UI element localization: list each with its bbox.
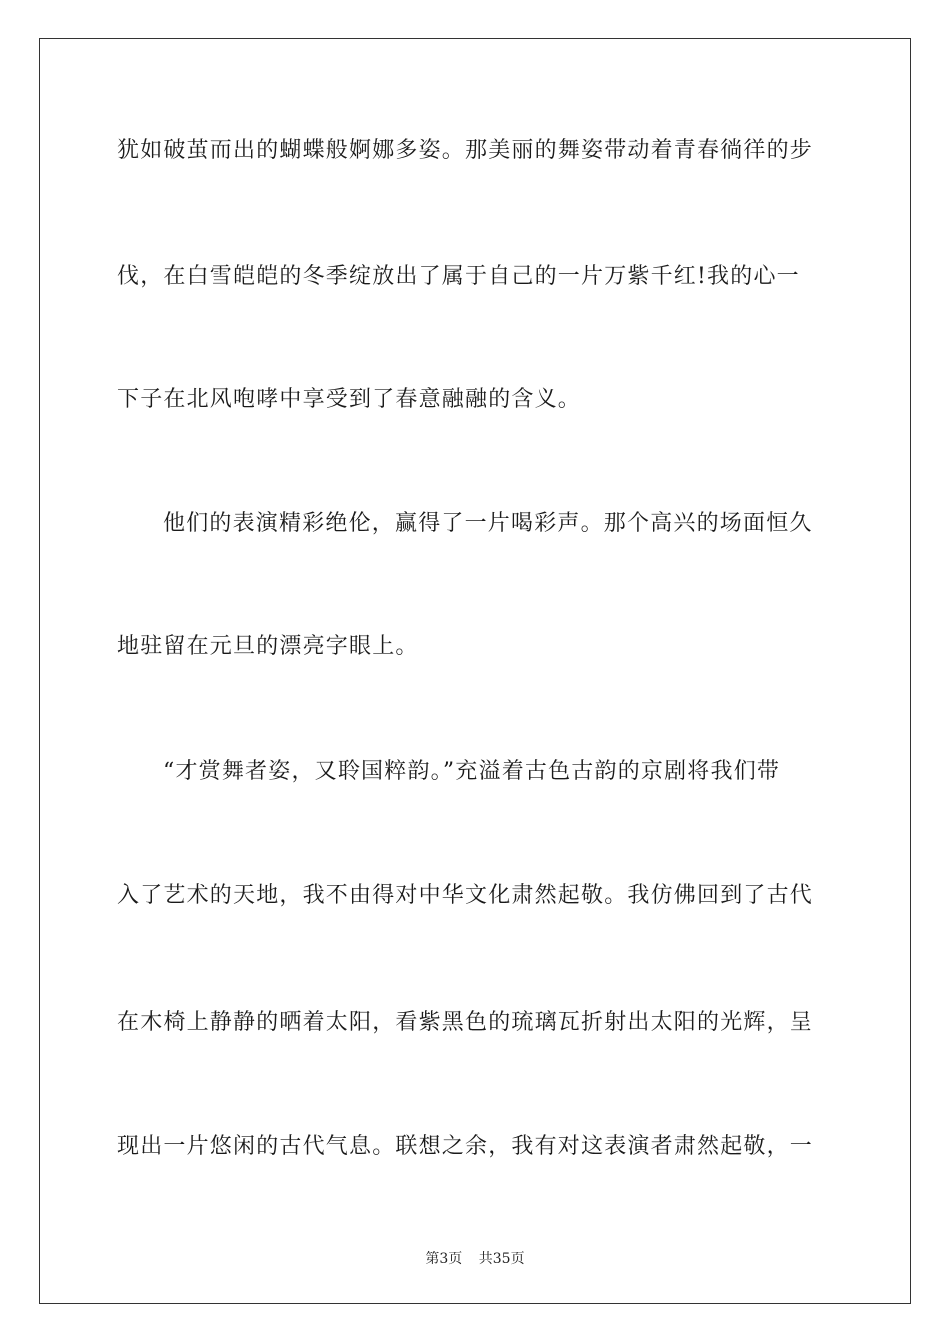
- page-border: [39, 38, 911, 1304]
- body-line-8: 在木椅上静静的晒着太阳，看紫黑色的琉璃瓦折射出太阳的光辉，呈: [117, 1010, 814, 1035]
- page-number: 第3页: [425, 1251, 463, 1267]
- body-line-4: 他们的表演精彩绝伦，赢得了一片喝彩声。那个高兴的场面恒久: [163, 511, 813, 536]
- body-line-5: 地驻留在元旦的漂亮字眼上。: [117, 634, 419, 659]
- body-line-6: “才赏舞者姿，又聆国粹韵。”充溢着古色古韵的京剧将我们带: [163, 759, 781, 784]
- page-footer: [0, 1248, 950, 1268]
- total-pages: 共35页: [478, 1251, 525, 1267]
- body-line-3: 下子在北风咆哮中享受到了春意融融的含义。: [117, 387, 582, 412]
- body-line-7: 入了艺术的天地，我不由得对中华文化肃然起敬。我仿佛回到了古代: [117, 883, 814, 908]
- body-line-1: 犹如破茧而出的蝴蝶般婀娜多姿。那美丽的舞姿带动着青春徜徉的步: [117, 138, 814, 163]
- body-line-9: 现出一片悠闲的古代气息。联想之余，我有对这表演者肃然起敬，一: [117, 1134, 814, 1159]
- body-line-2: 伐，在白雪皑皑的冬季绽放出了属于自己的一片万紫千红!我的心一: [117, 264, 800, 289]
